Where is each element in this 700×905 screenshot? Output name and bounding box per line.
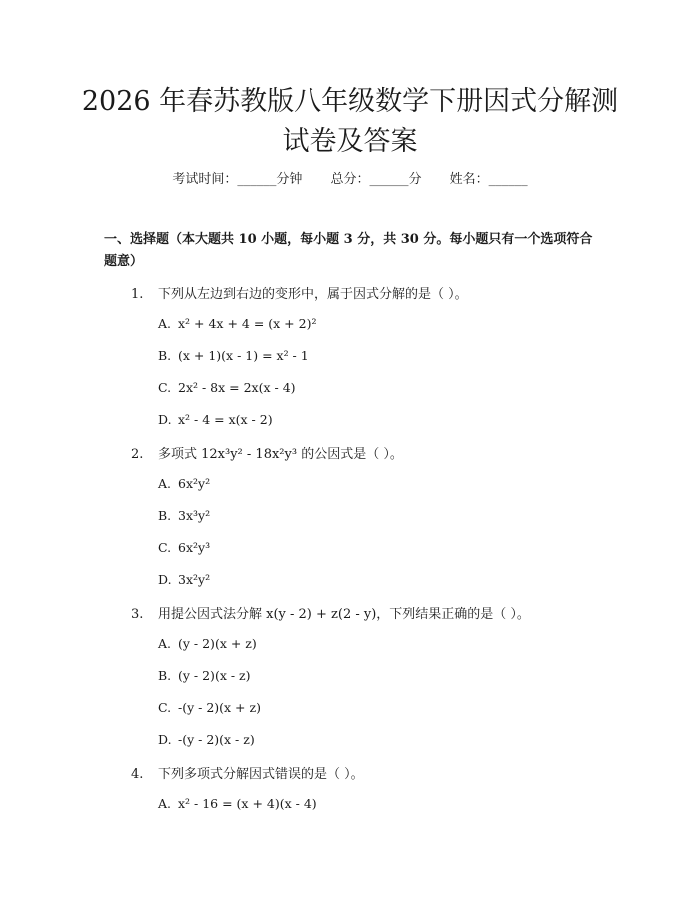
option-2-d: D. 3x²y² (158, 572, 211, 587)
question-text: 下列多项式分解因式错误的是（ ）。 (158, 767, 364, 782)
option-2-a: A. 6x²y² (158, 476, 211, 491)
question-number: 3. (131, 607, 144, 622)
question-3 (131, 603, 530, 622)
exam-name: 姓名：______ (449, 172, 528, 187)
option-3-b: B. (y - 2)(x - z) (158, 668, 251, 683)
question-text: 多项式 12x³y² - 18x²y³ 的公因式是（ ）。 (158, 447, 403, 462)
option-1-c: C. 2x² - 8x = 2x(x - 4) (158, 380, 296, 395)
title-line-1: 2026 年春苏教版八年级数学下册因式分解测 (81, 86, 619, 117)
option-1-d: D. x² - 4 = x(x - 2) (158, 412, 273, 427)
option-3-d: D. -(y - 2)(x - z) (158, 732, 255, 747)
question-text: 下列从左边到右边的变形中，属于因式分解的是（ ）。 (158, 287, 468, 302)
question-number: 1. (131, 287, 144, 302)
question-1 (131, 283, 468, 302)
option-3-c: C. -(y - 2)(x + z) (158, 700, 261, 715)
option-4-a: A. x² - 16 = (x + 4)(x - 4) (158, 796, 317, 811)
option-1-a: A. x² + 4x + 4 = (x + 2)² (158, 316, 317, 331)
option-3-a: A. (y - 2)(x + z) (158, 636, 257, 651)
title-line-2: 试卷及答案 (282, 126, 418, 157)
page-title (60, 82, 640, 162)
question-number: 4. (131, 767, 144, 782)
option-2-c: C. 6x²y³ (158, 540, 211, 555)
section-heading: 一、选择题（本大题共 10 小题，每小题 3 分，共 30 分。每小题只有一个选项符合题意） (104, 232, 593, 269)
question-4 (131, 763, 364, 782)
exam-score: 总分：______分 (330, 172, 422, 187)
option-2-b: B. 3x³y² (158, 508, 211, 523)
question-text: 用提公因式法分解 x(y - 2) + z(2 - y)，下列结果正确的是（ ）。 (158, 607, 530, 622)
exam-time: 考试时间：______分钟 (172, 172, 303, 187)
question-number: 2. (131, 447, 144, 462)
option-1-b: B. (x + 1)(x - 1) = x² - 1 (158, 348, 309, 363)
question-2 (131, 443, 403, 462)
exam-meta (0, 168, 700, 187)
